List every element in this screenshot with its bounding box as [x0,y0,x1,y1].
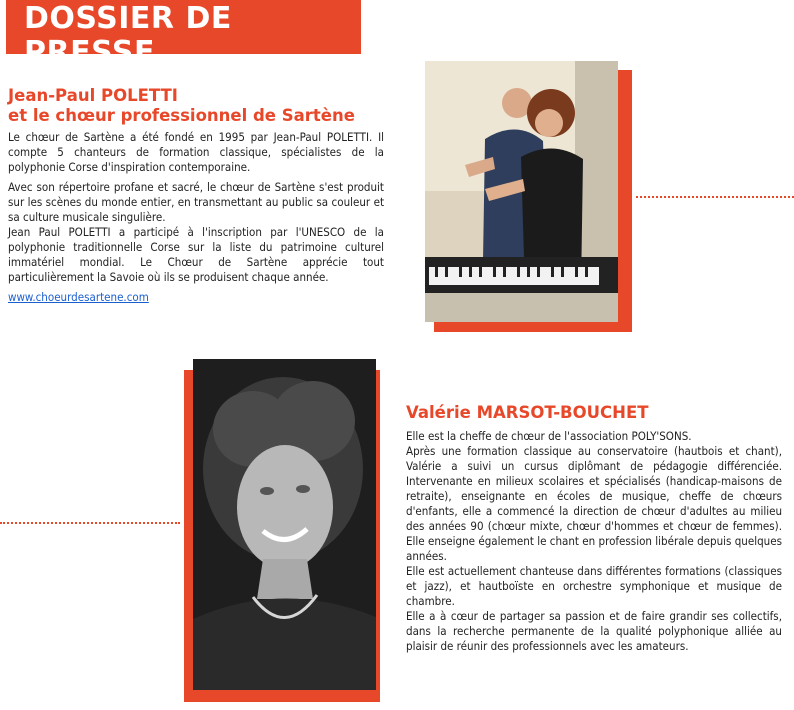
photo-valerie-image [193,359,376,690]
marsot-bouchet-para-2: Après une formation classique au conservatoire (hautbois et chant), Valérie a suivi un cursus diplômant de pédagogie différenciée. Intervenante en milieux scolaires et spécialisés (handicap-maisons de retraite), enseignante en écoles de musique, cheffe de chœurs d'enfants, elle a commencé la direction de chœur d'adultes au milieu des années 90 (chœur mixte, chœur d'hommes et chœur de femmes). Elle enseigne également le chant en profession libérale depuis quelques années. [406,444,782,563]
marsot-bouchet-para-3: Elle est actuellement chanteuse dans différentes formations (classiques et jazz), et hautboïste en orchestre symphonique et musique de chambre. [406,564,782,608]
photo-valerie [193,359,376,690]
poletti-para-1: Le chœur de Sartène a été fondé en 1995 par Jean-Paul POLETTI. Il compte 5 chanteurs de formation classique, spécialistes de la polyphonie Corse d'inspiration contemporaine. [8,130,384,174]
section-poletti [8,86,384,305]
decorative-dotted-line [636,196,794,198]
marsot-bouchet-para-1: Elle est la cheffe de chœur de l'association POLY'SONS. [406,429,692,443]
marsot-bouchet-para-4: Elle a à cœur de partager sa passion et de faire grandir ses collectifs, dans la recherche permanente de la qualité polyphonique alliée au plaisir de réunir des professionnels avec les amateurs. [406,609,782,653]
marsot-bouchet-heading: Valérie MARSOT-BOUCHET [406,403,649,422]
choeur-sartene-link[interactable]: www.choeurdesartene.com [8,290,149,304]
poletti-para-3: Jean Paul POLETTI a participé à l'inscription par l'UNESCO de la polyphonie traditionnelle Corse sur la liste du patrimoine culturel immatériel mondial. Le Chœur de Sartène apprécie tout particulièrement la Savoie où ils se produisent chaque année. [8,225,384,284]
header-banner [6,0,361,70]
poletti-body [8,130,384,305]
photo-poletti-image [425,61,618,322]
poletti-para-2: Avec son répertoire profane et sacré, le chœur de Sartène s'est produit sur les scènes du monde entier, en transmettant au public sa couleur et sa culture musicale singulière. [8,180,384,224]
page-title: DOSSIER DE PRESSE [24,1,232,70]
section-marsot-bouchet [406,403,782,654]
decorative-dotted-line-2 [0,522,180,524]
photo-poletti [425,61,618,322]
poletti-heading-line2: et le chœur professionnel de Sartène [8,106,355,125]
poletti-heading [8,86,384,126]
marsot-bouchet-body [406,429,782,654]
poletti-heading-line1: Jean-Paul POLETTI [8,86,178,105]
